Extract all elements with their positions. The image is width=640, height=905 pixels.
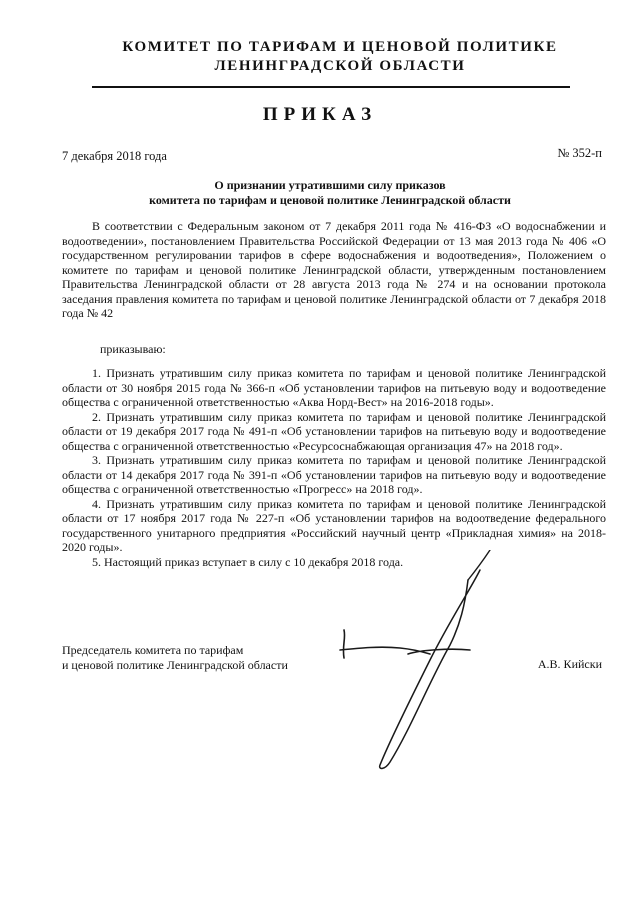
order-item-5: 5. Настоящий приказ вступает в силу с 10 декабря 2018 года. [92,554,404,569]
document-type: ПРИКАЗ [262,104,378,125]
signatory-name: А.В. Кийски [537,657,602,671]
order-item-2: 2. Признать утратившим силу приказ комитета по тарифам и ценовой политике Ленинградской области от 19 декабря 2017 года № 491-п «Об установлении тарифов на питьевую воду и водоотведение общества с ограниченной ответственностью «Ресурсоснабжающая организация 47» на 2018 год». [62,409,606,453]
position-line2: и ценовой политике Ленинградской области [62,658,288,672]
org-name-line2: ЛЕНИНГРАДСКОЙ ОБЛАСТИ [214,58,466,74]
order-word: приказываю: [100,342,166,356]
handwritten-signature [330,550,570,780]
order-item-4: 4. Признать утратившим силу приказ комитета по тарифам и ценовой политике Ленинградской области от 17 ноября 2017 года № 227-п «Об установлении тарифов на водоотведение федерального государственного унитарного предприятия «Российский научный центр «Прикладная химия» на 2018-2020 годы». [62,496,606,554]
preamble-paragraph: В соответствии с Федеральным законом от 7 декабря 2011 года № 416-ФЗ «О водоснабжении и водоотведении», постановлением Правительства Российской Федерации от 13 мая 2013 года № 406 «О государственном регулировании тарифов в сфере водоснабжения и водоотведения», Положением о комитете по тарифам и ценовой политике Ленинградской области, утвержденным постановлением Правительства Ленинградской области от 28 августа 2013 года № 274 и на основании протокола заседания правления комитета по тарифам и ценовой политике Ленинградской области от 7 декабря 2018 года № 42 [62,219,606,320]
document-title [60,178,600,208]
order-item-3: 3. Признать утратившим силу приказ комитета по тарифам и ценовой политике Ленинградской области от 14 декабря 2017 года № 391-п «Об установлении тарифов на питьевую воду и водоотведение общества с ограниченной ответственностью «Прогресс» на 2018 год». [62,453,606,496]
organization-header [60,38,620,76]
title-line2: комитета по тарифам и ценовой политике Ленинградской области [149,193,511,207]
header-divider [92,86,570,88]
position-line1: Председатель комитета по тарифам [62,643,244,657]
signatory-position [62,643,288,673]
title-line1: О признании утратившими силу приказов [214,178,446,192]
document-date: 7 декабря 2018 года [62,149,167,163]
org-name-line1: КОМИТЕТ ПО ТАРИФАМ И ЦЕНОВОЙ ПОЛИТИКЕ [122,39,558,55]
order-item-1: 1. Признать утратившим силу приказ комитета по тарифам и ценовой политике Ленинградской области от 30 ноября 2015 года № 366-п «Об установлении тарифов на питьевую воду и водоотведение общества с ограниченной ответственностью «Аква Норд-Вест» на 2016-2018 годы». [62,366,606,409]
order-items [62,366,606,569]
document-number: № 352-п [557,146,602,160]
